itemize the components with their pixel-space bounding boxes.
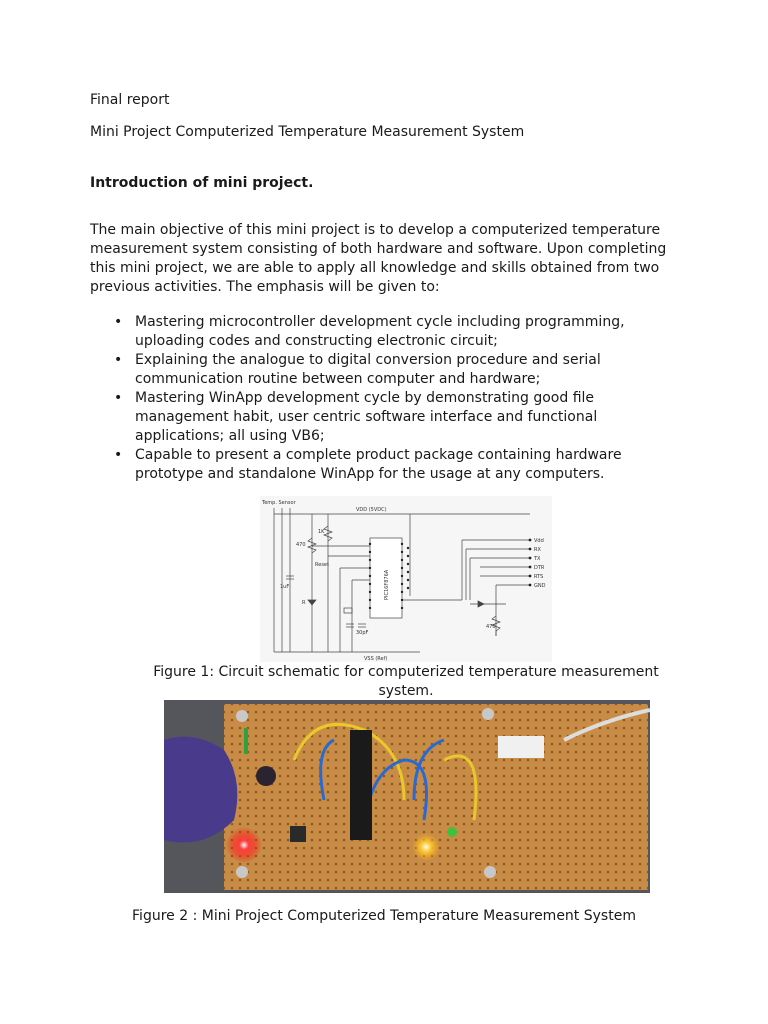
bullet-icon: • [114, 447, 123, 463]
list-item-line: applications; all using VB6; [135, 428, 325, 444]
intro-line: previous activities. The emphasis will be given to: [90, 279, 440, 295]
circuit-schematic-figure [260, 496, 552, 662]
list-item [90, 351, 650, 389]
list-item-line: Explaining the analogue to digital conversion procedure and serial [135, 352, 601, 368]
caption-line: system. [378, 683, 434, 699]
report-subtitle: Mini Project Computerized Temperature Measurement System [90, 124, 525, 140]
pin-label: DTR [534, 565, 545, 571]
list-item-line: Mastering microcontroller development cycle including programming, [135, 314, 625, 330]
list-item [90, 446, 650, 484]
emphasis-list [90, 313, 650, 484]
microcontroller-label: PIC16F876A [384, 569, 390, 600]
resistor-r-label: R [302, 600, 306, 606]
caption-line: Figure 1: Circuit schematic for computerized temperature measurement [153, 664, 659, 680]
circuit-schematic-diagram [260, 496, 552, 662]
reset-label: Reset [315, 562, 329, 568]
temp-sensor-label: Temp. Sensor [262, 500, 296, 506]
list-item-line: management habit, user centric software interface and functional [135, 409, 598, 425]
prototype-board-image [164, 700, 650, 893]
intro-line: The main objective of this mini project is to develop a computerized temperature [90, 222, 661, 238]
intro-line: measurement system consisting of both hardware and software. Upon completing [90, 241, 667, 257]
pin-label: RX [534, 547, 541, 553]
list-item-line: uploading codes and constructing electronic circuit; [135, 333, 498, 349]
intro-line: this mini project, we are able to apply all knowledge and skills obtained from two [90, 260, 660, 276]
resistor-470-label: 470 [296, 542, 306, 548]
list-item-line: Mastering WinApp development cycle by demonstrating good file [135, 390, 595, 406]
report-title: Final report [90, 92, 170, 108]
pin-label: TX [534, 556, 541, 562]
list-item [90, 313, 650, 351]
capacitor-30pf-label: 30pF [356, 630, 369, 636]
section-heading: Introduction of mini project. [90, 175, 314, 191]
list-item [90, 389, 650, 446]
vss-label: VSS (Ref) [364, 656, 388, 662]
resistor-1k-label: 1K [318, 529, 325, 535]
intro-paragraph [90, 221, 667, 297]
prototype-board-photo [164, 700, 650, 893]
pin-label: Vdd [534, 538, 544, 544]
list-item-line: prototype and standalone WinApp for the usage at any computers. [135, 466, 605, 482]
list-item-line: Capable to present a complete product package containing hardware [135, 447, 622, 463]
figure-1-caption [140, 663, 672, 701]
resistor-470-out-label: 470 [486, 624, 496, 630]
vdd-label: VDD (5VDC) [356, 507, 387, 513]
capacitor-1uf-label: 1uF [280, 584, 290, 590]
bullet-icon: • [114, 352, 123, 368]
list-item-line: communication routine between computer and hardware; [135, 371, 541, 387]
pin-label: GND [534, 583, 546, 589]
figure-2-caption: Figure 2 : Mini Project Computerized Temperature Measurement System [132, 908, 636, 924]
bullet-icon: • [114, 390, 123, 406]
bullet-icon: • [114, 314, 123, 330]
pin-label: RTS [534, 574, 544, 580]
